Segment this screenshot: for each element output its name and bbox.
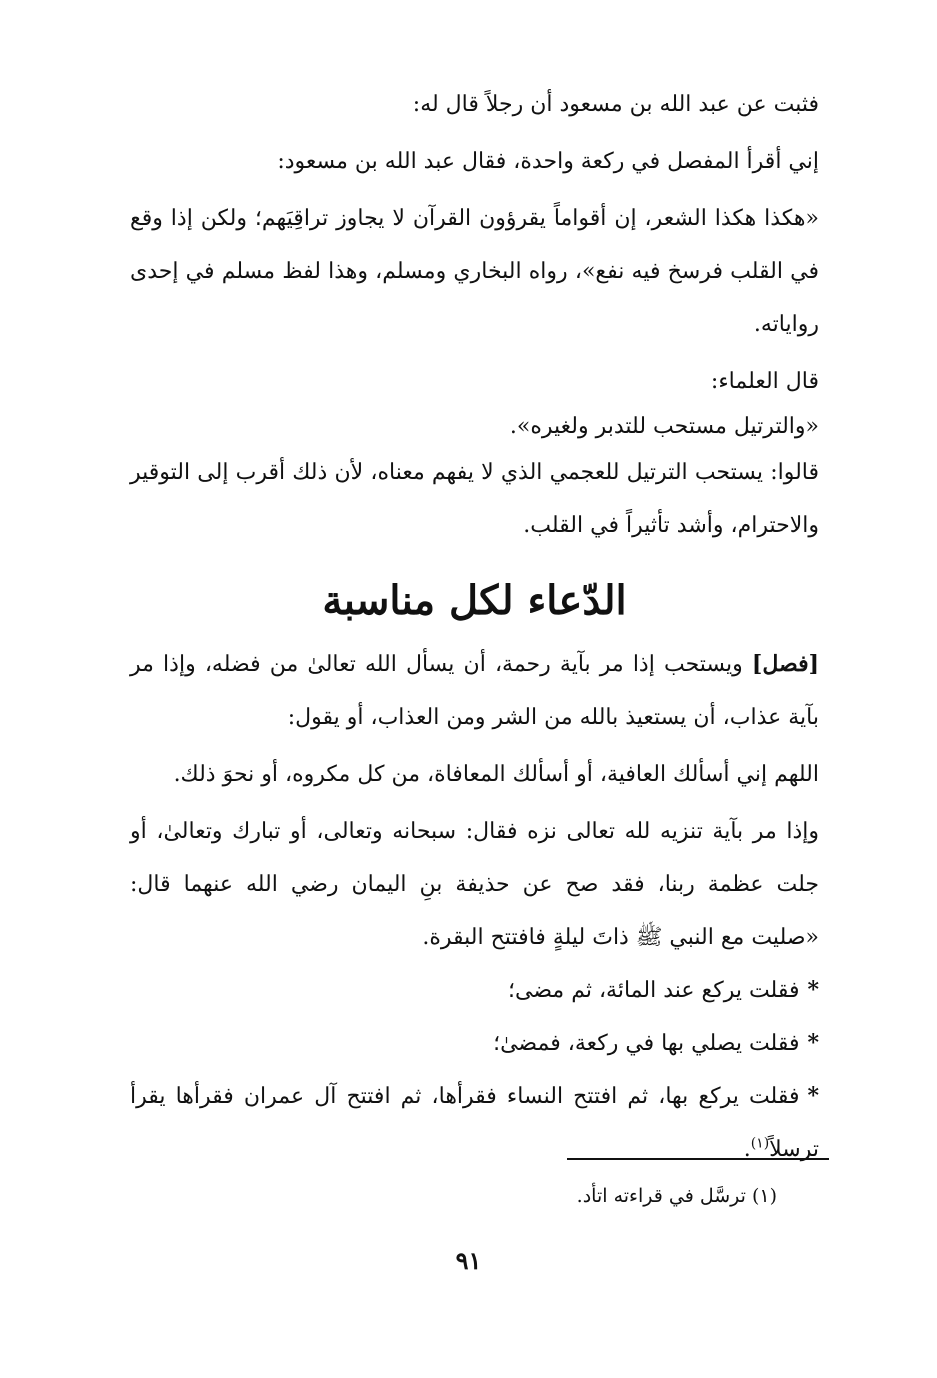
list-item bbox=[130, 964, 819, 1017]
paragraph-9: وإذا مر بآية تنزيه لله تعالى نزه فقال: سبحانه وتعالى، أو تبارك وتعالىٰ، أو جلت عظمة ربنا، فقد صح عن حذيفة بنِ اليمان رضي الله عنهما قال: «صليت مع النبي ﷺ ذاتَ ليلةٍ فافتتح البقرة. bbox=[130, 819, 819, 950]
section-term: [فصل] bbox=[751, 651, 819, 677]
bullet-text: فقلت يركع عند المائة، ثم مضى؛ bbox=[508, 978, 800, 1003]
paragraph-4: قال العلماء: bbox=[710, 369, 819, 394]
page-number: ٩١ bbox=[455, 1246, 482, 1275]
bullet-star-icon: * bbox=[807, 1083, 819, 1109]
paragraph-8: اللهم إني أسألك العافية، أو أسألك المعافاة، من كل مكروه، أو نحوَ ذلك. bbox=[173, 762, 819, 787]
bullet-star-icon: * bbox=[807, 977, 819, 1003]
bullet-text: فقلت يصلي بها في ركعة، فمضىٰ؛ bbox=[493, 1031, 800, 1056]
section-heading: الدّعاء لكل مناسبة bbox=[322, 577, 627, 624]
bullet-star-icon: * bbox=[807, 1030, 819, 1056]
footnote-divider bbox=[567, 1158, 829, 1160]
list-item bbox=[130, 1070, 819, 1176]
bullet-text: فقلت يركع بها، ثم افتتح النساء فقرأها، ثم افتتح آل عمران فقرأها يقرأ ترسلاً bbox=[130, 1084, 819, 1162]
paragraph-7 bbox=[130, 638, 819, 744]
paragraph-6: قالوا: يستحب الترتيل للعجمي الذي لا يفهم معناه، لأن ذلك أقرب إلى التوقير والاحترام، وأشد تأثيراً في القلب. bbox=[130, 460, 819, 538]
paragraph-5: «والترتيل مستحب للتدبر ولغيره». bbox=[509, 414, 819, 439]
footnote-reference[interactable]: (١) bbox=[750, 1135, 770, 1152]
bullet-end: . bbox=[743, 1137, 751, 1162]
list-item bbox=[130, 1017, 819, 1070]
footnote: (١) ترسَّل في قراءته اتأد. bbox=[576, 1185, 777, 1207]
paragraph-3: «هكذا هكذا الشعر، إن أقواماً يقرؤون القرآن لا يجاوز تراقِيَهم؛ ولكن إذا وقع في القلب فرسخ فيه نفع»، رواه البخاري ومسلم، وهذا لفظ مسلم في إحدى رواياته. bbox=[130, 206, 819, 337]
paragraph-2: إني أقرأ المفصل في ركعة واحدة، فقال عبد الله بن مسعود: bbox=[277, 149, 819, 174]
paragraph-7-text: ويستحب إذا مر بآية رحمة، أن يسأل الله تعالىٰ من فضله، وإذا مر بآية عذاب، أن يستعيذ بالله من الشر ومن العذاب، أو يقول: bbox=[130, 652, 819, 730]
paragraph-1: فثبت عن عبد الله بن مسعود أن رجلاً قال له: bbox=[412, 92, 819, 117]
